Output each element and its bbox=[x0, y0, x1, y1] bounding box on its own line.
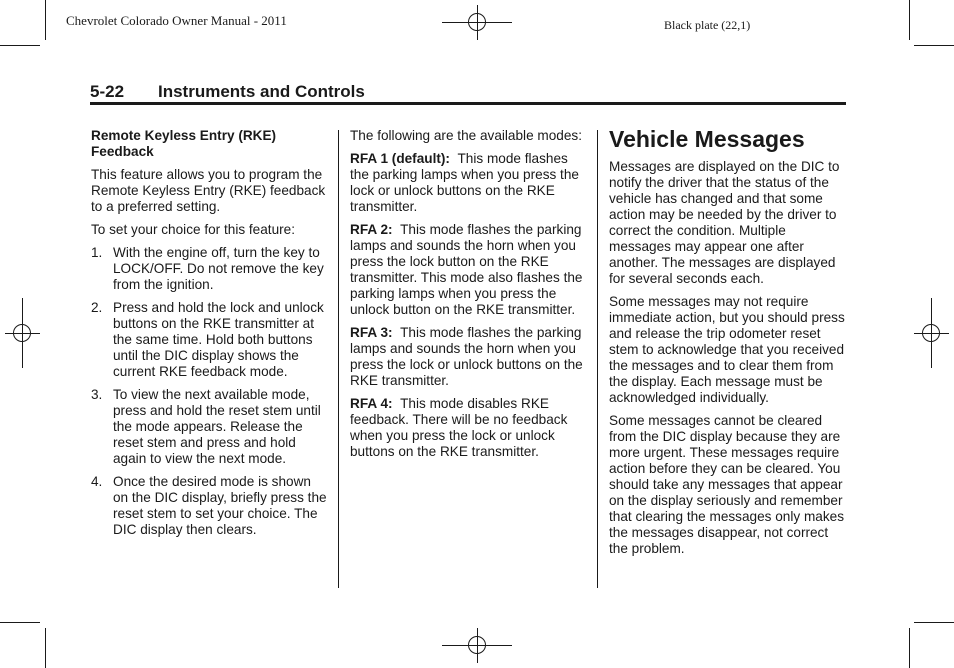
mode-text: This mode flashes the parking lamps when you press the lock or unlock buttons on the RKE transmitter. bbox=[350, 151, 579, 214]
list-item bbox=[91, 300, 329, 380]
mode-rfa1 bbox=[350, 151, 588, 215]
step-text: Once the desired mode is shown on the DIC display, briefly press the reset stem to set your choice. The DIC display then clears. bbox=[113, 474, 327, 537]
step-number: 2. bbox=[91, 300, 103, 315]
column-3 bbox=[609, 126, 847, 564]
mode-rfa3 bbox=[350, 325, 588, 389]
page-number: 5-22 bbox=[90, 82, 125, 101]
rke-lead: To set your choice for this feature: bbox=[91, 222, 296, 237]
step-text: To view the next available mode, press and hold the reset stem until the mode appears. Release the reset stem and press and hold again to view the next mode. bbox=[113, 387, 321, 466]
crop-mark bbox=[909, 0, 910, 40]
crop-mark bbox=[0, 622, 40, 623]
crop-mark bbox=[914, 622, 954, 623]
list-item bbox=[91, 245, 329, 293]
step-number: 4. bbox=[91, 474, 103, 489]
crop-mark bbox=[0, 45, 40, 46]
section-title: Instruments and Controls bbox=[158, 82, 365, 101]
mode-text: This mode disables RKE feedback. There will be no feedback when you press the lock or unlock buttons on the RKE transmitter. bbox=[350, 396, 568, 459]
column-divider bbox=[597, 130, 598, 588]
mode-rfa2 bbox=[350, 222, 588, 318]
list-item bbox=[91, 474, 329, 538]
mode-rfa4 bbox=[350, 396, 588, 460]
crop-mark bbox=[909, 628, 910, 668]
header-rule bbox=[90, 102, 846, 105]
paragraph: Messages are displayed on the DIC to notify the driver that the status of the vehicle has changed and that some action may be needed by the driver to correct the condition. Multiple messages may appear one after another. The messages are displayed for several seconds each. bbox=[609, 159, 840, 286]
list-item bbox=[91, 387, 329, 467]
column-1 bbox=[91, 128, 329, 545]
column-divider bbox=[338, 130, 339, 588]
section-header bbox=[90, 82, 365, 102]
rke-intro: This feature allows you to program the Remote Keyless Entry (RKE) feedback to a preferred setting. bbox=[91, 167, 326, 214]
registration-circle bbox=[13, 324, 31, 342]
mode-label: RFA 4: bbox=[350, 396, 393, 411]
plate-label: Black plate (22,1) bbox=[664, 18, 751, 32]
column-2 bbox=[350, 128, 588, 467]
mode-text: This mode flashes the parking lamps and sounds the horn when you press the lock button on the RKE transmitter. This mode also flashes the parking lamps when you press the unlock button on the RKE transmitter. bbox=[350, 222, 583, 317]
mode-text: This mode flashes the parking lamps and sounds the horn when you press the lock or unlock buttons on the RKE transmitter. bbox=[350, 325, 583, 388]
mode-label: RFA 3: bbox=[350, 325, 393, 340]
step-text: Press and hold the lock and unlock buttons on the RKE transmitter at the same time. Hold both buttons until the DIC display shows the current RKE feedback mode. bbox=[113, 300, 324, 379]
paragraph: Some messages may not require immediate action, but you should press and release the trip odometer reset stem to acknowledge that you received the messages and to clear them from the display. Each message must be acknowledged individually. bbox=[609, 294, 845, 405]
vehicle-messages-title: Vehicle Messages bbox=[609, 126, 805, 152]
mode-label: RFA 1 (default): bbox=[350, 151, 450, 166]
steps-list bbox=[91, 245, 329, 538]
registration-circle bbox=[468, 13, 486, 31]
manual-title: Chevrolet Colorado Owner Manual - 2011 bbox=[66, 13, 287, 28]
paragraph: Some messages cannot be cleared from the DIC display because they are more urgent. These messages require action before they can be cleared. You should take any messages that appear on the display seriously and remember that clearing the messages only makes the messages disappear, not correct the problem. bbox=[609, 413, 844, 556]
mode-label: RFA 2: bbox=[350, 222, 393, 237]
step-text: With the engine off, turn the key to LOCK/OFF. Do not remove the key from the ignition. bbox=[113, 245, 324, 292]
step-number: 1. bbox=[91, 245, 103, 260]
registration-circle bbox=[922, 324, 940, 342]
crop-mark bbox=[45, 0, 46, 40]
registration-circle bbox=[468, 636, 486, 654]
rke-feedback-heading: Remote Keyless Entry (RKE) Feedback bbox=[91, 128, 277, 159]
step-number: 3. bbox=[91, 387, 103, 402]
crop-mark bbox=[45, 628, 46, 668]
crop-mark bbox=[914, 45, 954, 46]
modes-intro: The following are the available modes: bbox=[350, 128, 582, 143]
